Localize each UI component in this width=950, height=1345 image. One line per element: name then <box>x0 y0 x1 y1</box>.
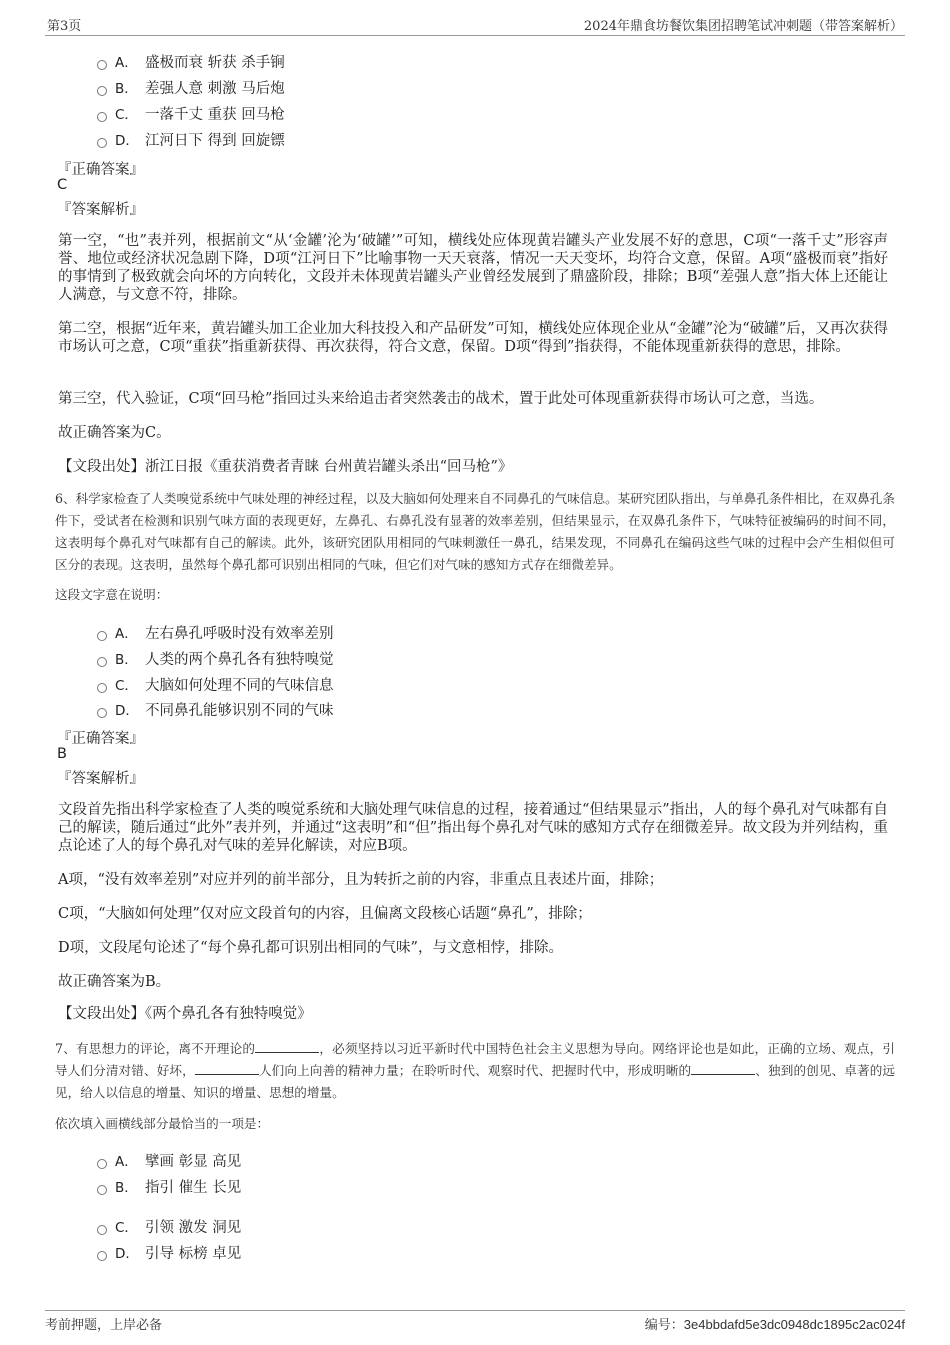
q6-option-d[interactable]: D． 不同鼻孔能够识别不同的气味 <box>97 699 334 720</box>
footer-code: 编号：3e4bbdafd5e3dc0948dc1895c2ac024f <box>644 1317 905 1333</box>
q5-option-b[interactable]: B． 差强人意 刺激 马后炮 <box>97 77 285 98</box>
q5-analysis-p2: 第二空，根据“近年来，黄岩罐头加工企业加大科技投入和产品研发”可知，横线处应体现企业从“金罐”沦为“破罐”后，又再次获得市场认可之意，C项“重获”指重新获得、再次获得，符合文意，保留。D项“得到”指获得，不能体现重新获得的意思，排除。 <box>58 321 888 355</box>
radio-icon[interactable] <box>97 631 107 641</box>
radio-icon[interactable] <box>97 1251 107 1261</box>
q7-stem: 7、有思想力的评论，离不开理论的 ，必须坚持以习近平新时代中国特色社会主义思想为导向。网络评论也是如此，正确的立场、观点，引导人们分清对错、好坏， 人们向上向善的精神力量；在聆听时代、观察时代、把握时代中，形成明晰的 、独到的创见、卓著的远见，给人以信息的增量、知识的增量、思想的增量。 <box>55 1041 896 1100</box>
q5-analysis-p4: 故正确答案为C。 <box>58 425 171 441</box>
q6-analysis-p2: A项，“没有效率差别”对应并列的前半部分，且为转折之前的内容，非重点且表述片面，排除； <box>58 872 664 888</box>
q6-analysis-p4: D项，文段尾句论述了“每个鼻孔都可识别出相同的气味”，与文意相悖，排除。 <box>58 940 563 956</box>
q6-option-b[interactable]: B． 人类的两个鼻孔各有独特嗅觉 <box>97 648 334 669</box>
q7-option-b[interactable]: B． 指引 催生 长见 <box>97 1176 241 1197</box>
q6-stem: 6、科学家检查了人类嗅觉系统中气味处理的神经过程，以及大脑如何处理来自不同鼻孔的气味信息。某研究团队指出，与单鼻孔条件相比，在双鼻孔条件下，受试者在检测和识别气味方面的表现更好，左鼻孔、右鼻孔没有显著的效率差别，但结果显示，在双鼻孔条件下，气味特征被编码的时间不同，这表明每个鼻孔对气味都有自己的解读。此外，该研究团队用相同的气味刺激任一鼻孔，结果发现，不同鼻孔在编码这些气味的过程中会产生相似但可区分的表现。这表明，虽然每个鼻孔都可识别出相同的气味，但它们对气味的感知方式存在细微差异。 <box>55 491 895 572</box>
radio-icon[interactable] <box>97 657 107 667</box>
q6-analysis-p1: 文段首先指出科学家检查了人类的嗅觉系统和大脑处理气味信息的过程，接着通过“但结果显示”指出，人的每个鼻孔对气味都有自己的解读，随后通过“此外”表并列，并通过“这表明”和“但”指出每个鼻孔对气味的感知方式存在细微差异。故文段为并列结构，重点论述了人的每个鼻孔对气味的差异化解读，对应B项。 <box>58 802 888 854</box>
q5-answer: C <box>57 177 68 193</box>
footer-rule <box>45 1310 905 1311</box>
q5-analysis-label: 『答案解析』 <box>57 202 144 218</box>
q5-analysis-p3: 第三空，代入验证，C项“回马枪”指回过头来给追击者突然袭击的战术，置于此处可体现重新获得市场认可之意，当选。 <box>58 391 824 407</box>
q7-prompt: 依次填入画横线部分最恰当的一项是： <box>55 1116 270 1131</box>
fill-blank-3[interactable] <box>691 1062 755 1075</box>
radio-icon[interactable] <box>97 683 107 693</box>
q6-analysis-p5: 故正确答案为B。 <box>58 974 171 990</box>
q6-option-c[interactable]: C． 大脑如何处理不同的气味信息 <box>97 674 334 695</box>
radio-icon[interactable] <box>97 708 107 718</box>
q5-option-c[interactable]: C． 一落千丈 重获 回马枪 <box>97 103 285 124</box>
footer-slogan: 考前押题，上岸必备 <box>45 1318 163 1333</box>
q6-option-a[interactable]: A． 左右鼻孔呼吸时没有效率差别 <box>97 622 334 643</box>
radio-icon[interactable] <box>97 86 107 96</box>
radio-icon[interactable] <box>97 60 107 70</box>
q6-answer: B <box>57 746 67 762</box>
fill-blank-2[interactable] <box>195 1062 259 1075</box>
radio-icon[interactable] <box>97 1185 107 1195</box>
header-rule <box>45 35 905 36</box>
q6-analysis-p3: C项，“大脑如何处理”仅对应文段首句的内容，且偏离文段核心话题“鼻孔”，排除； <box>58 906 592 922</box>
radio-icon[interactable] <box>97 112 107 122</box>
q6-answer-label: 『正确答案』 <box>57 731 144 747</box>
radio-icon[interactable] <box>97 1159 107 1169</box>
q5-option-d[interactable]: D． 江河日下 得到 回旋镖 <box>97 129 285 150</box>
q5-option-a[interactable]: A． 盛极而衰 斩获 杀手锏 <box>97 51 285 72</box>
q5-answer-label: 『正确答案』 <box>57 162 144 178</box>
q7-option-d[interactable]: D． 引导 标榜 卓见 <box>97 1242 241 1263</box>
q7-option-c[interactable]: C． 引领 激发 洞见 <box>97 1216 241 1237</box>
q6-analysis-label: 『答案解析』 <box>57 771 144 787</box>
q6-source: 【文段出处】《两个鼻孔各有独特嗅觉》 <box>58 1006 312 1022</box>
radio-icon[interactable] <box>97 1225 107 1235</box>
q6-prompt: 这段文字意在说明： <box>55 587 169 602</box>
radio-icon[interactable] <box>97 138 107 148</box>
q7-option-a[interactable]: A． 擘画 彰显 高见 <box>97 1150 241 1171</box>
page-number: 第3页 <box>47 19 82 34</box>
fill-blank-1[interactable] <box>255 1040 319 1053</box>
q5-source: 【文段出处】浙江日报《重获消费者青睐 台州黄岩罐头杀出“回马枪”》 <box>58 459 513 475</box>
q5-analysis-p1: 第一空，“也”表并列，根据前文“从‘金罐’沦为‘破罐’”可知，横线处应体现黄岩罐头产业发展不好的意思，C项“一落千丈”形容声誉、地位或经济状况急剧下降，D项“江河日下”比喻事物一天天衰落，情况一天天变坏，均符合文意，保留。A项“盛极而衰”指好的事情到了极致就会向坏的方向转化，文段并未体现黄岩罐头产业曾经发展到了鼎盛阶段，排除；B项“差强人意”指大体上还能让人满意，与文意不符，排除。 <box>58 233 888 303</box>
document-title: 2024年鼎食坊餐饮集团招聘笔试冲刺题（带答案解析） <box>583 19 903 34</box>
